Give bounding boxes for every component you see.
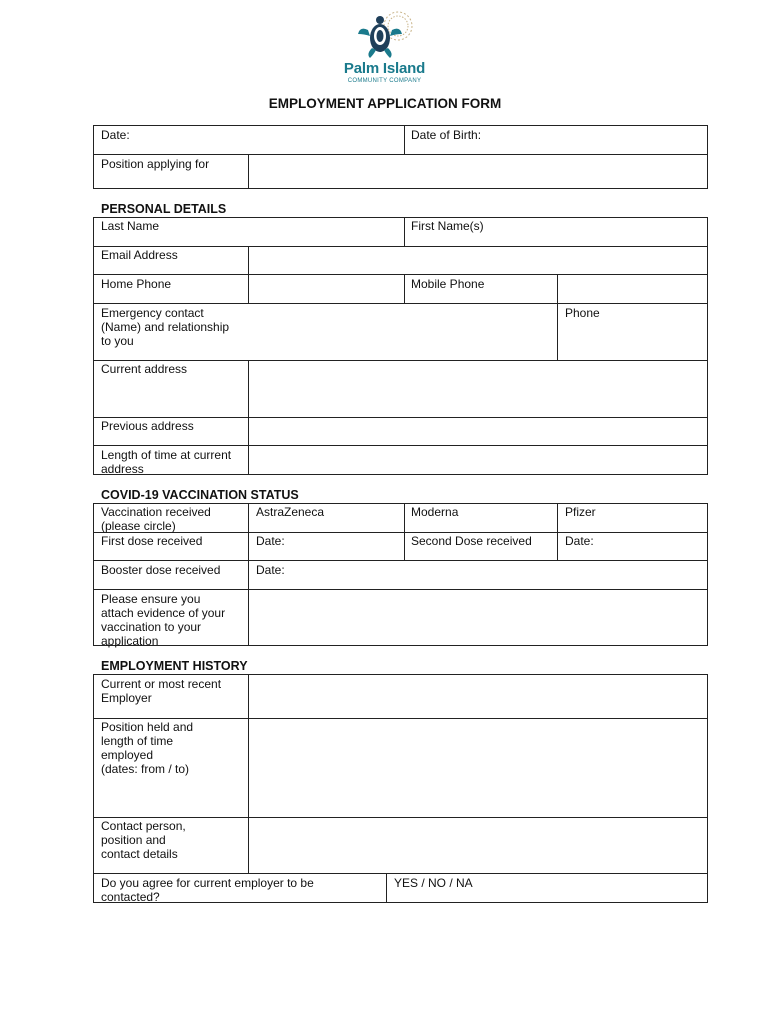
length-time-field[interactable] [249, 446, 707, 474]
agree-contact-label: Do you agree for current employer to be contacted? [101, 876, 314, 904]
second-dose-date-field[interactable] [600, 533, 707, 559]
personal-details-heading: PERSONAL DETAILS [101, 202, 227, 216]
logo-brand-name: Palm Island [343, 60, 426, 77]
company-logo [322, 8, 447, 84]
evidence-label: Please ensure you attach evidence of your vaccination to your application [101, 592, 226, 648]
first-dose-date-field[interactable] [290, 533, 403, 559]
emergency-phone-label: Phone [565, 306, 600, 320]
second-dose-date-label: Date: [565, 534, 594, 548]
first-dose-date-label: Date: [256, 534, 285, 548]
position-held-field[interactable] [249, 719, 707, 816]
position-field[interactable] [249, 155, 707, 188]
option-pfizer[interactable]: Pfizer [565, 505, 596, 519]
agree-contact-options[interactable]: YES / NO / NA [394, 876, 473, 890]
date-label: Date: [101, 128, 130, 142]
first-names-label: First Name(s) [411, 219, 484, 233]
booster-date-label: Date: [256, 563, 285, 577]
position-held-label: Position held and length of time employed (dates: from / to) [101, 720, 194, 776]
first-names-field[interactable] [405, 233, 707, 245]
home-phone-label: Home Phone [101, 277, 172, 291]
evidence-field[interactable] [249, 590, 707, 645]
logo-subtitle: COMMUNITY COMPANY [347, 78, 422, 84]
dob-label: Date of Birth: [411, 128, 482, 142]
form-title: EMPLOYMENT APPLICATION FORM [268, 96, 502, 111]
mobile-phone-field[interactable] [558, 275, 707, 302]
length-time-label: Length of time at current address [101, 448, 232, 476]
first-dose-label: First dose received [101, 534, 203, 548]
date-field[interactable] [140, 126, 402, 153]
booster-date-field[interactable] [290, 561, 707, 588]
covid-heading: COVID-19 VACCINATION STATUS [101, 488, 299, 502]
current-address-label: Current address [101, 362, 188, 376]
vaccination-received-label: Vaccination received (please circle) [101, 505, 211, 533]
position-label: Position applying for [101, 157, 210, 171]
email-label: Email Address [101, 248, 178, 262]
contact-person-label: Contact person, position and contact details [101, 819, 186, 861]
option-moderna[interactable]: Moderna [411, 505, 459, 519]
employment-heading: EMPLOYMENT HISTORY [101, 659, 248, 673]
last-name-field[interactable] [94, 233, 403, 245]
booster-dose-label: Booster dose received [101, 563, 221, 577]
option-astrazeneca[interactable]: AstraZeneca [256, 505, 325, 519]
previous-address-label: Previous address [101, 419, 194, 433]
emergency-contact-label: Emergency contact (Name) and relationship to you [101, 306, 230, 348]
last-name-label: Last Name [101, 219, 160, 233]
home-phone-field[interactable] [249, 275, 403, 302]
turtle-sun-logo-icon [350, 8, 420, 60]
employer-field[interactable] [249, 675, 707, 717]
previous-address-field[interactable] [249, 418, 707, 444]
emergency-contact-field[interactable] [249, 304, 556, 359]
email-field[interactable] [249, 247, 707, 273]
current-address-field[interactable] [249, 361, 707, 416]
dob-field[interactable] [490, 126, 706, 153]
mobile-phone-label: Mobile Phone [411, 277, 485, 291]
emergency-phone-field[interactable] [558, 320, 707, 359]
second-dose-label: Second Dose received [411, 534, 532, 548]
employer-label: Current or most recent Employer [101, 677, 222, 705]
contact-person-field[interactable] [249, 818, 707, 872]
